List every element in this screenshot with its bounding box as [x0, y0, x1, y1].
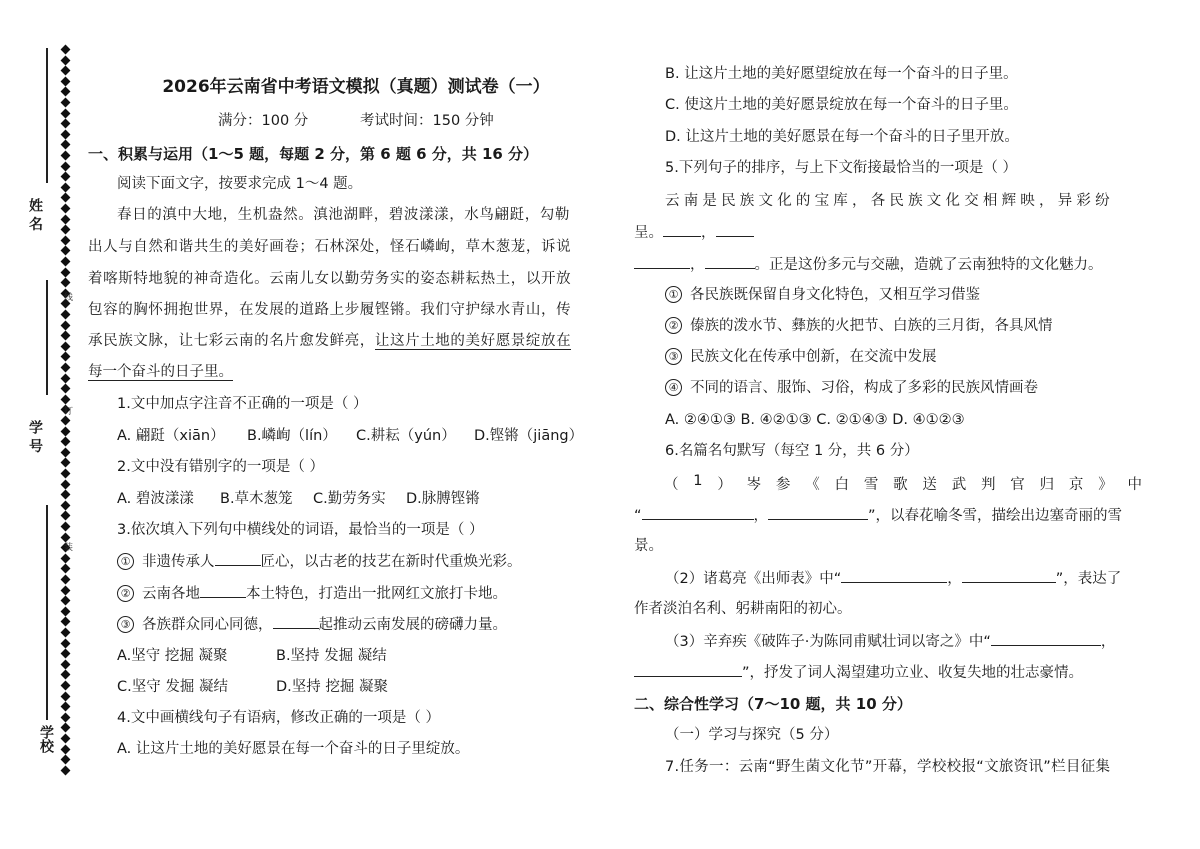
binding-diamond — [61, 638, 71, 648]
binding-diamond — [61, 310, 71, 320]
q6-text: （2）诸葛亮《出师表》中“ — [665, 571, 842, 587]
q5-item — [665, 347, 937, 367]
seal-mark-line: 线 — [64, 293, 74, 303]
q6-heading-char: 判 — [981, 477, 996, 493]
binding-diamond — [61, 723, 71, 733]
q5-context: 云南是民族文化的宝库，各民族文化交相辉映，异彩纷 — [665, 193, 1114, 209]
name-line-top — [46, 48, 48, 183]
full-score: 满分：100 分 — [218, 113, 309, 129]
q3-item — [117, 551, 522, 572]
q3-item-text: 非遗传承人 — [142, 554, 215, 570]
q6-heading-char: 中 — [1127, 477, 1142, 493]
q6-item-1-line — [634, 473, 1142, 494]
fill-blank[interactable] — [642, 505, 754, 520]
passage-line: 春日的滇中大地，生机盎然。滇池湖畔，碧波漾漾，水鸟翩跹，勾勒 — [117, 207, 570, 223]
binding-diamond — [61, 257, 71, 267]
q6-heading-char: 白 — [834, 477, 850, 493]
binding-diamond — [61, 341, 71, 351]
q6-item-3-end — [634, 662, 1083, 683]
q1-option-b: B.嶙峋（lín） — [247, 428, 337, 444]
binding-diamond — [61, 55, 71, 65]
passage-line: 包容的胸怀拥抱世界，在发展的道路上步履铿锵。我们守护绿水青山，传 — [88, 302, 572, 318]
passage-intro: 阅读下面文字，按要求完成 1～4 题。 — [117, 176, 363, 192]
binding-diamond — [61, 490, 71, 500]
binding-diamond — [61, 384, 71, 394]
binding-diamond — [61, 246, 71, 256]
q6-heading-char: 归 — [1039, 477, 1055, 493]
item-number: ④ — [665, 379, 682, 396]
q1-option-a: A. 翩跹（xiān） — [117, 428, 225, 444]
q3-item — [117, 583, 507, 604]
binding-diamond — [61, 628, 71, 638]
binding-diamond — [61, 225, 71, 235]
binding-diamond — [61, 585, 71, 595]
seal-mark-ding: 订 — [64, 407, 74, 417]
binding-diamond — [61, 182, 71, 192]
binding-diamond — [61, 702, 71, 712]
binding-diamond — [61, 681, 71, 691]
q6-heading-char: 》 — [1098, 477, 1113, 493]
q6-heading-char: （ — [664, 477, 679, 493]
q3-option-a: A.坚守 挖掘 凝聚 — [117, 648, 228, 664]
question-3: 3.依次填入下列句中横线处的词语，最恰当的一项是（ ） — [117, 522, 484, 538]
binding-diamond — [61, 755, 71, 765]
section1-heading: 一、积累与运用（1～5 题，每题 2 分，第 6 题 6 分，共 16 分） — [88, 145, 539, 163]
number-line — [46, 505, 48, 720]
q4-option-c: C. 使这片土地的美好愿景绽放在每一个奋斗的日子里。 — [665, 97, 1018, 113]
q2-option-a: A. 碧波漾漾 — [117, 491, 194, 507]
binding-diamond — [61, 596, 71, 606]
q6-heading-char: 岑 — [746, 477, 762, 493]
item-number: ② — [665, 317, 682, 334]
q6-heading-char: 官 — [1010, 477, 1025, 493]
q1-option-c: C.耕耘（yún） — [356, 428, 456, 444]
exam-time: 考试时间：150 分钟 — [360, 113, 494, 129]
q5-item — [665, 378, 1038, 398]
fill-blank[interactable] — [716, 222, 754, 237]
q4-option-b: B. 让这片土地的美好愿望绽放在每一个奋斗的日子里。 — [665, 66, 1018, 82]
binding-diamond — [61, 45, 71, 55]
name-line-bottom — [46, 280, 48, 395]
q6-item-1-end: 景。 — [634, 538, 663, 554]
fill-blank[interactable] — [634, 254, 690, 269]
q3-option-c: C.坚守 发掘 凝结 — [117, 679, 228, 695]
question-7: 7.任务一：云南“野生菌文化节”开幕，学校校报“文旅资讯”栏目征集 — [665, 759, 1111, 775]
seal-mark-zhuang: 装 — [64, 543, 74, 553]
q5-item-text: 不同的语言、服饰、习俗，构成了多彩的民族风情画卷 — [690, 380, 1038, 396]
passage-text: 承民族文脉，让七彩云南的名片愈发鲜亮， — [88, 333, 375, 349]
binding-diamond — [61, 447, 71, 457]
student-number-label: 学 号 — [27, 420, 43, 453]
q5-item — [665, 316, 1053, 336]
question-2: 2.文中没有错别字的一项是（ ） — [117, 459, 324, 475]
q6-text: ，以春花喻冬雪，描绘出边塞奇丽的雪 — [875, 508, 1123, 524]
item-number: ③ — [665, 348, 682, 365]
q6-heading-char: 《 — [805, 477, 820, 493]
q6-item-2: （2）诸葛亮《出师表》中“ ， ”，表达了 — [665, 568, 1121, 589]
q6-item-3: （3）辛弃疾《破阵子·为陈同甫赋壮词以寄之》中“ ， — [665, 631, 1115, 652]
binding-diamond — [61, 744, 71, 754]
question-4: 4.文中画横线句子有语病，修改正确的一项是（ ） — [117, 710, 440, 726]
fill-blank[interactable] — [705, 254, 755, 269]
passage-line: 出人与自然和谐共生的美好画卷；石林深处，怪石嶙峋，草木葱茏，诉说 — [88, 239, 572, 255]
question-1: 1.文中加点字注音不正确的一项是（ ） — [117, 396, 368, 412]
binding-diamond — [61, 235, 71, 245]
item-number: ① — [665, 286, 682, 303]
binding-diamond — [61, 734, 71, 744]
binding-diamond — [61, 193, 71, 203]
q3-item-text: 匠心，以古老的技艺在新时代重焕光彩。 — [260, 554, 522, 570]
binding-diamond — [61, 416, 71, 426]
binding-diamond — [61, 649, 71, 659]
q3-item-text: 本土特色，打造出一批网红文旅打卡地。 — [246, 586, 507, 602]
q5-options: A. ②④①③ B. ④②①③ C. ②①④③ D. ④①②③ — [665, 412, 965, 428]
q3-option-b: B.坚持 发掘 凝结 — [276, 648, 387, 664]
binding-diamond — [61, 129, 71, 139]
q6-heading-char: 雪 — [863, 477, 879, 493]
q6-heading-char: 武 — [951, 477, 967, 493]
item-number: ① — [117, 553, 134, 570]
fill-blank[interactable] — [634, 662, 742, 677]
binding-diamond — [61, 500, 71, 510]
q5-item-text: 傣族的泼水节、彝族的火把节、白族的三月街，各具风情 — [690, 318, 1053, 334]
q5-item-text: 民族文化在传承中创新，在交流中发展 — [690, 349, 937, 365]
binding-diamond — [61, 119, 71, 129]
binding-diamond — [61, 204, 71, 214]
section2-heading: 二、综合性学习（7～10 题，共 10 分） — [634, 695, 912, 713]
binding-diamond — [61, 76, 71, 86]
binding-diamond — [61, 606, 71, 616]
q1-option-d: D.铿锵（jiāng） — [474, 428, 584, 444]
binding-diamond — [61, 151, 71, 161]
fill-blank[interactable] — [962, 568, 1056, 583]
binding-diamond — [61, 691, 71, 701]
fill-blank[interactable] — [215, 551, 261, 566]
q3-item-text: 各族群众同心同德， — [142, 617, 273, 633]
q6-heading-char: ） — [717, 477, 732, 493]
binding-diamond — [61, 659, 71, 669]
binding-diamond — [61, 469, 71, 479]
q4-option-a: A. 让这片土地的美好愿景在每一个奋斗的日子里绽放。 — [117, 741, 470, 757]
binding-diamond — [61, 98, 71, 108]
question-6: 6.名篇名句默写（每空 1 分，共 6 分） — [665, 443, 919, 459]
question-5: 5.下列句子的排序，与上下文衔接最恰当的一项是（ ） — [665, 160, 1017, 176]
q3-item-text: 云南各地 — [142, 586, 200, 602]
binding-diamond — [61, 331, 71, 341]
q6-text: ”，表达了 — [1055, 571, 1122, 587]
binding-diamond — [61, 765, 71, 775]
q6-heading-char: 1 — [693, 473, 703, 489]
underlined-sentence: 每一个奋斗的日子里。 — [88, 364, 233, 380]
section2-subheading: （一）学习与探究（5 分） — [665, 727, 839, 743]
item-number: ② — [117, 585, 134, 602]
q5-context: ， 。正是这份多元与交融，造就了云南独特的文化魅力。 — [634, 254, 1103, 275]
binding-diamond — [61, 267, 71, 277]
q6-text: ”，抒发了词人渴望建功立业、收复失地的壮志豪情。 — [742, 665, 1084, 681]
q6-item-1: “ ， ”，以春花喻冬雪，描绘出边塞奇丽的雪 — [634, 505, 1122, 526]
binding-diamond — [61, 553, 71, 563]
binding-diamond — [61, 66, 71, 76]
binding-diamond — [61, 87, 71, 97]
underlined-sentence: 让这片土地的美好愿景绽放在 — [374, 333, 572, 349]
binding-diamond — [61, 140, 71, 150]
binding-diamond — [61, 172, 71, 182]
q6-text: （3）辛弃疾《破阵子·为陈同甫赋壮词以寄之》中“ — [665, 634, 991, 650]
q5-item — [665, 285, 980, 305]
q5-context-text: 。正是这份多元与交融，造就了云南独特的文化魅力。 — [754, 257, 1103, 273]
q6-item-2-end: 作者淡泊名利、躬耕南阳的初心。 — [634, 601, 852, 617]
q3-option-d: D.坚持 挖掘 凝聚 — [276, 679, 388, 695]
binding-diamond — [61, 575, 71, 585]
binding-diamond — [61, 617, 71, 627]
name-label: 姓 名 — [27, 198, 43, 231]
fill-blank[interactable] — [273, 614, 319, 629]
binding-diamond — [61, 108, 71, 118]
fill-blank[interactable] — [200, 583, 246, 598]
q6-heading-char: 歌 — [893, 477, 908, 493]
passage-line: 着喀斯特地貌的神奇造化。云南儿女以勤劳务实的姿态耕耘热土，以开放 — [88, 271, 572, 287]
binding-diamond — [61, 511, 71, 521]
binding-diamond — [61, 214, 71, 224]
fill-blank[interactable] — [841, 568, 947, 583]
q4-option-d: D. 让这片土地的美好愿景在每一个奋斗的日子里开放。 — [665, 129, 1019, 145]
fill-blank[interactable] — [991, 631, 1101, 646]
passage-line — [88, 362, 233, 382]
q2-option-c: C.勤劳务实 — [313, 491, 386, 507]
binding-diamond — [61, 161, 71, 171]
passage-line — [88, 331, 571, 351]
binding-diamond — [61, 522, 71, 532]
q6-heading-char: 参 — [775, 477, 791, 493]
binding-diamond — [61, 437, 71, 447]
q6-heading-char: 送 — [922, 477, 937, 493]
binding-diamond — [61, 363, 71, 373]
binding-diamond — [61, 426, 71, 436]
school-label: 学校 — [38, 725, 54, 753]
binding-diamond — [61, 564, 71, 574]
item-number: ③ — [117, 616, 134, 633]
q6-heading-char: 京 — [1068, 477, 1084, 493]
q3-item — [117, 614, 507, 635]
q5-context-text: 呈。 — [634, 225, 663, 241]
q5-context: 呈。 ， — [634, 222, 754, 243]
q2-option-d: D.脉膊铿锵 — [406, 491, 480, 507]
binding-diamond — [61, 670, 71, 680]
binding-diamond — [61, 352, 71, 362]
binding-diamond — [61, 320, 71, 330]
fill-blank[interactable] — [768, 505, 868, 520]
q3-item-text: 起推动云南发展的磅礴力量。 — [318, 617, 507, 633]
binding-diamond — [61, 373, 71, 383]
q5-item-text: 各民族既保留自身文化特色，又相互学习借鉴 — [690, 287, 980, 303]
binding-diamond — [61, 712, 71, 722]
page-title: 2026年云南省中考语文模拟（真题）测试卷（一） — [162, 77, 550, 97]
binding-diamond — [61, 479, 71, 489]
binding-diamond — [61, 278, 71, 288]
q2-option-b: B.草木葱笼 — [220, 491, 293, 507]
binding-diamond — [61, 458, 71, 468]
fill-blank[interactable] — [663, 222, 701, 237]
binding-diamond — [61, 394, 71, 404]
